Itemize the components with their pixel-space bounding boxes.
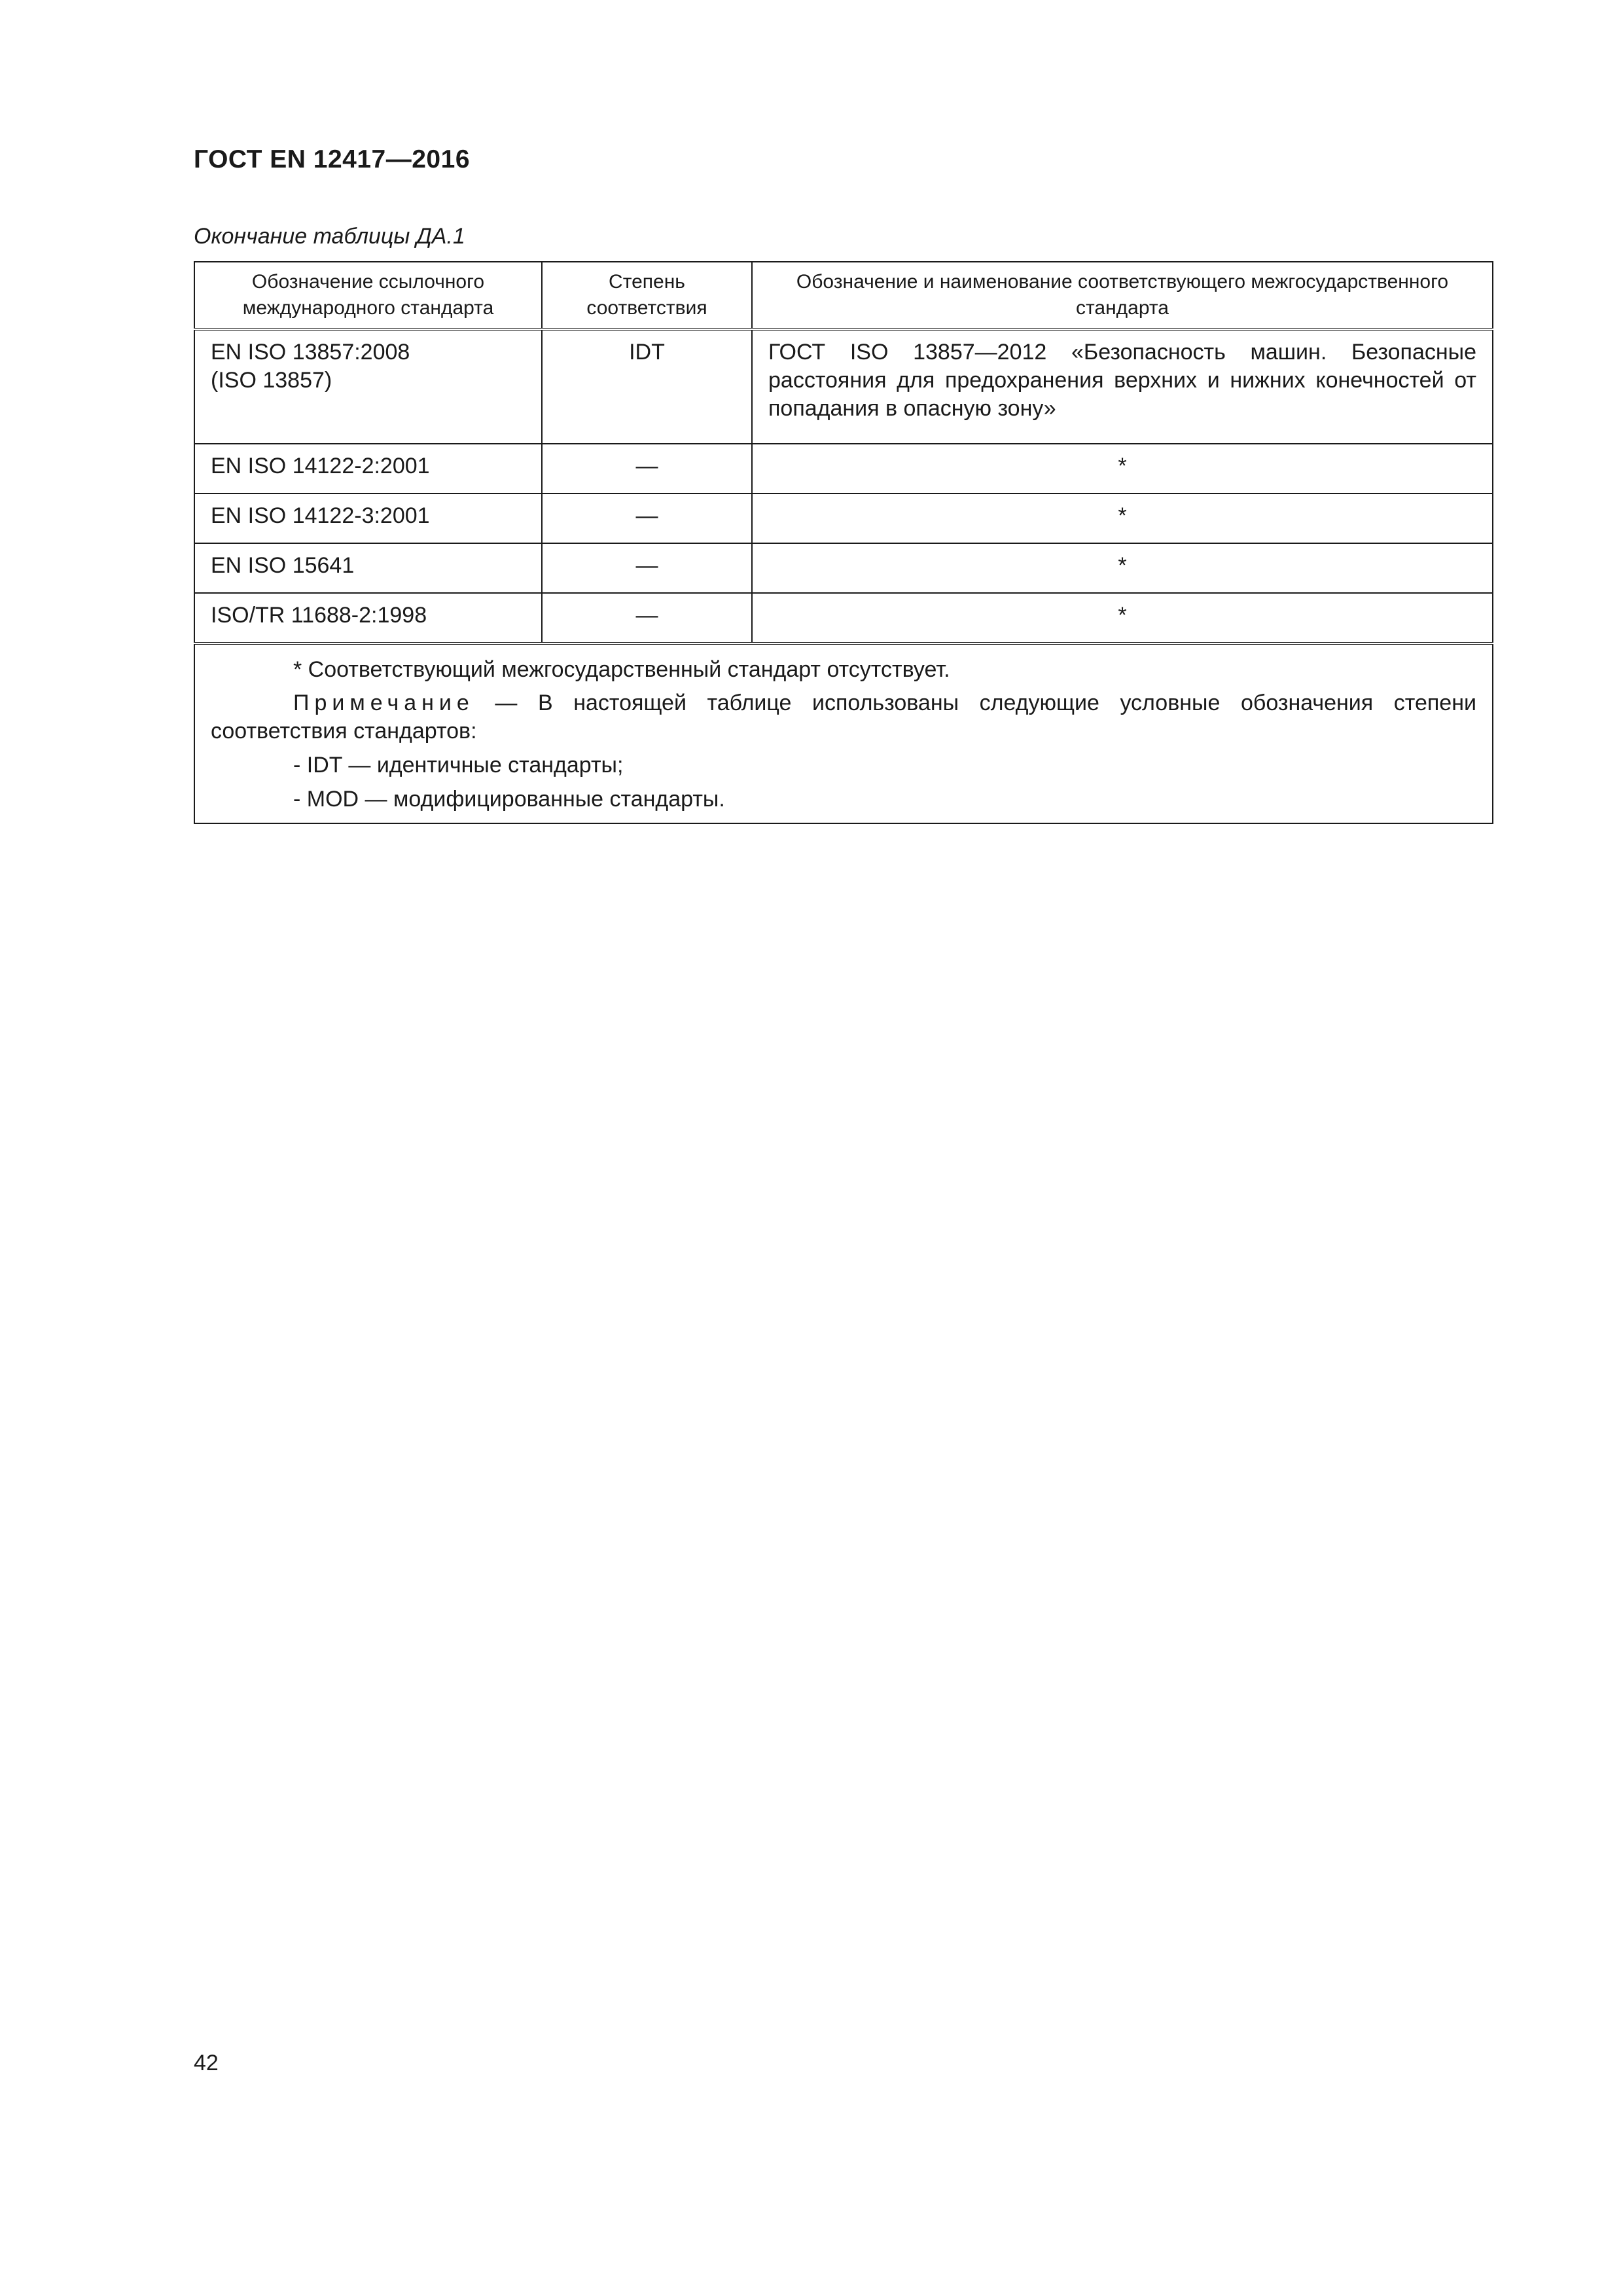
interstate-cell: ГОСТ ISO 13857—2012 «Безопасность машин. Безопасные расстояния для предохранения верхних и нижних конечностей от попадания в опасную зону»	[752, 329, 1493, 444]
column-header-reference: Обозначение ссылочного международного стандарта	[194, 262, 542, 329]
degree-cell: —	[542, 444, 752, 493]
column-header-degree: Степень соответствия	[542, 262, 752, 329]
reference-cell: EN ISO 14122-3:2001	[194, 493, 542, 543]
degree-cell: —	[542, 493, 752, 543]
reference-cell: EN ISO 14122-2:2001	[194, 444, 542, 493]
note-item-idt: - IDT — идентичные стандарты;	[293, 753, 624, 778]
table-row	[194, 493, 1493, 543]
interstate-cell: *	[752, 543, 1493, 593]
table-caption: Окончание таблицы ДА.1	[194, 224, 465, 249]
column-header-interstate: Обозначение и наименование соответствующего межгосударственного стандарта	[752, 262, 1493, 329]
table-row	[194, 444, 1493, 493]
reference-text: EN ISO 13857:2008 (ISO 13857)	[211, 340, 410, 393]
page-number: 42	[194, 2051, 219, 2075]
reference-cell: EN ISO 15641	[194, 543, 542, 593]
note-item-mod: - MOD — модифицированные стандарты.	[293, 787, 725, 812]
reference-cell: ISO/TR 11688-2:1998	[194, 593, 542, 643]
table-row	[194, 593, 1493, 643]
degree-cell: —	[542, 543, 752, 593]
interstate-cell: *	[752, 493, 1493, 543]
interstate-cell: *	[752, 444, 1493, 493]
table-note	[211, 689, 1476, 745]
reference-cell	[194, 329, 542, 444]
table-row	[194, 329, 1493, 444]
note-label: Примечание	[293, 691, 474, 715]
table-footnote: * Соответствующий межгосударственный стандарт отсутствует.	[293, 657, 950, 682]
document-header: ГОСТ EN 12417—2016	[194, 145, 471, 173]
standards-table	[194, 261, 1493, 824]
table-row	[194, 543, 1493, 593]
table-footer-row	[194, 643, 1493, 823]
interstate-cell: *	[752, 593, 1493, 643]
note-text: — В настоящей таблице использованы следующие условные обозначения степени соответствия стандартов:	[211, 691, 1476, 744]
degree-cell: IDT	[542, 329, 752, 444]
degree-cell: —	[542, 593, 752, 643]
table-footer-cell	[194, 643, 1493, 823]
table-header-row	[194, 262, 1493, 329]
